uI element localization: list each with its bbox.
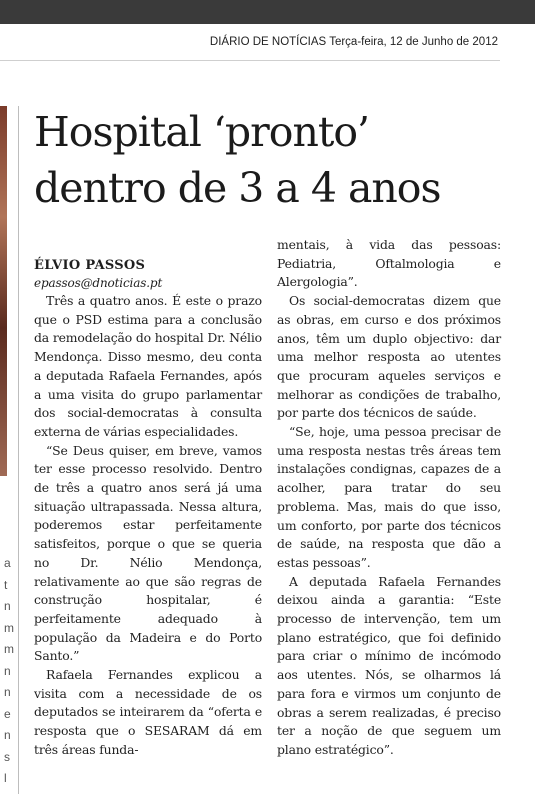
article-column-2 xyxy=(277,236,501,760)
adjacent-photo-edge xyxy=(0,106,7,476)
paragraph: Os social-democratas dizem que as obras, em curso e dos próximos anos, têm um duplo objectivo: dar uma melhor resposta ao utentes que procuram aqueles serviços e melhorar as condições de trabalho, por parte dos técnicos de saúde. xyxy=(277,293,501,421)
fragment: n xyxy=(4,663,11,678)
publication-name: DIÁRIO DE NOTÍCIAS xyxy=(209,36,327,48)
adjacent-article-fragments xyxy=(4,553,14,790)
paragraph: “Se, hoje, uma pessoa precisar de uma resposta nestas três áreas tem instalações condignas, capazes de a acolher, para tratar do seu problema. Mas, mais do que isso, um conforto, por parte dos técnicos de saúde, na resposta que dão a estas pessoas”. xyxy=(277,424,501,570)
header-rule xyxy=(0,60,500,61)
fragment: s xyxy=(4,749,10,764)
author-byline: ÉLVIO PASSOS xyxy=(34,258,146,273)
page-header xyxy=(0,36,498,48)
paragraph: Rafaela Fernandes explicou a visita com a necessidade de os deputados se inteirarem da “oferta e resposta que o SESARAM dá em três áreas funda- xyxy=(34,667,262,757)
fragment: m xyxy=(4,620,14,635)
paragraph: Três a quatro anos. É este o prazo que o PSD estima para a conclusão da remodelação do hospital Dr. Nélio Mendonça. Disso mesmo, deu conta a deputada Rafaela Fernandes, após a uma visita do grupo parlamentar dos social-democratas à consulta externa de várias especialidades. xyxy=(34,293,262,439)
fragment: n xyxy=(4,599,11,613)
headline-line-2: dentro de 3 a 4 anos xyxy=(34,164,441,212)
fragment: t xyxy=(4,577,8,592)
top-dark-bar xyxy=(0,0,535,24)
paragraph: A deputada Rafaela Fernandes deixou ainda a garantia: “Este processo de intervenção, tem um plano estratégico, que foi definido para criar o mínimo de incómodo aos utentes. Nós, se olharmos lá para fora e virmos um conjunto de obras a serem realizadas, é preciso ter a noção de que seguem um plano estratégico”. xyxy=(277,573,501,757)
fragment: m xyxy=(4,642,14,656)
column-divider xyxy=(18,106,19,794)
fragment: l xyxy=(4,771,7,785)
publication-date: Terça-feira, 12 de Junho de 2012 xyxy=(329,36,498,48)
article-column-1 xyxy=(34,256,262,760)
fragment: n xyxy=(4,728,11,742)
article-headline xyxy=(34,104,504,216)
fragment: n xyxy=(4,685,11,699)
author-email: epassos@dnoticias.pt xyxy=(34,276,163,290)
paragraph-continuation: mentais, à vida das pessoas: Pediatria, Oftalmologia e Alergologia”. xyxy=(277,237,501,290)
fragment: e xyxy=(4,706,11,721)
fragment: a xyxy=(4,556,11,570)
paragraph: “Se Deus quiser, em breve, vamos ter esse processo resolvido. Dentro de três a quatro anos será já uma situação ultrapassada. Nessa altura, poderemos estar perfeitamente satisfeitos, porque o que se queria no Dr. Nélio Mendonça, relativamente ao que são regras de construção hospitalar, é perfeitamente adequado à população da Madeira e do Porto Santo.” xyxy=(34,442,262,664)
headline-line-1: Hospital ‘pronto’ xyxy=(34,108,370,156)
